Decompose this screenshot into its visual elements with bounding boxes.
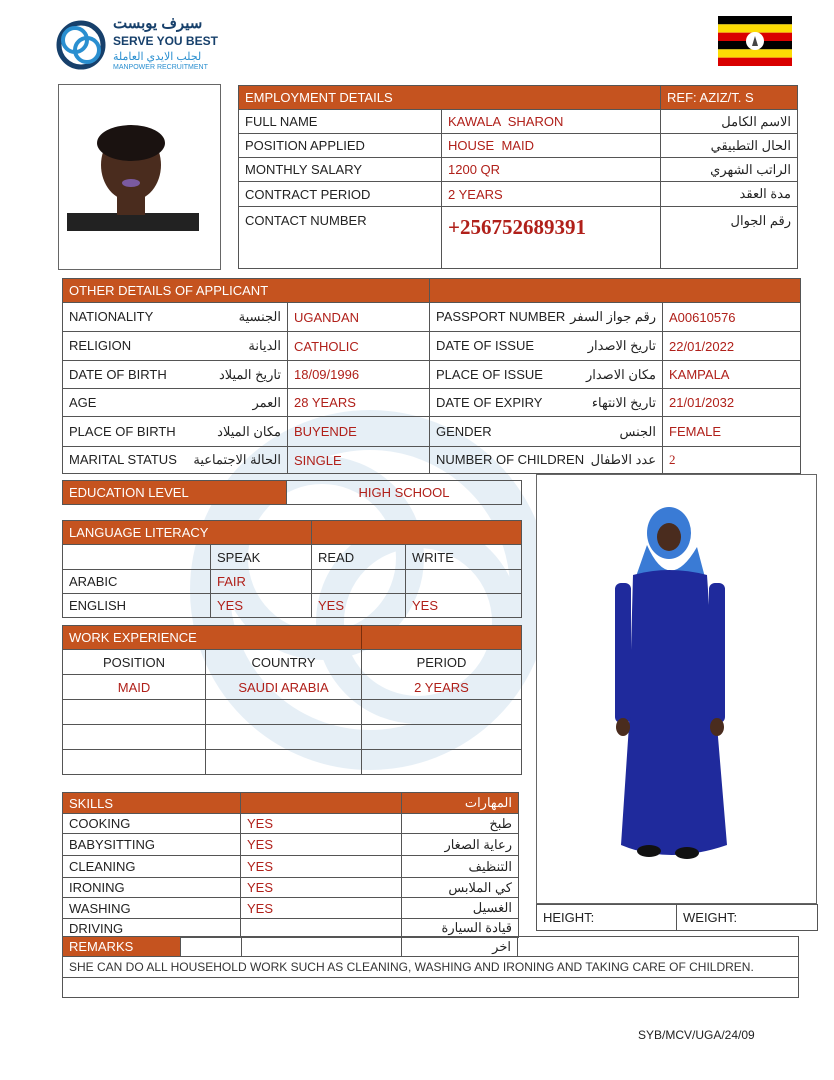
value-position-applied: HOUSE MAID — [442, 134, 661, 158]
education-table — [62, 480, 522, 505]
table-row — [63, 389, 801, 417]
skills-header-ar: المهارات — [402, 793, 519, 814]
label-en: DATE OF BIRTH — [69, 366, 167, 382]
col-country: COUNTRY — [206, 650, 362, 675]
table-row — [63, 594, 522, 618]
remarks-text: SHE CAN DO ALL HOUSEHOLD WORK SUCH AS CLEANING, WASHING AND IRONING AND TAKING CARE OF CHILDREN. — [63, 957, 799, 978]
table-row — [63, 650, 522, 675]
table-row — [63, 898, 519, 919]
remarks-cell-empty — [242, 937, 402, 957]
arabic-monthly-salary: الراتب الشهري — [661, 158, 798, 182]
table-row — [239, 207, 798, 269]
label-marital-status — [63, 447, 288, 474]
language-name: ARABIC — [63, 570, 211, 594]
work-header-empty — [362, 626, 522, 650]
label-ar: عدد الاطفال — [590, 452, 657, 467]
table-row — [239, 134, 798, 158]
label-en: NUMBER OF CHILDREN — [436, 452, 585, 467]
skill-value — [241, 919, 402, 938]
table-row — [63, 332, 801, 361]
other-details-table — [62, 278, 801, 474]
label-ar: الحالة الاجتماعية — [193, 452, 281, 467]
skill-ar: التنظيف — [402, 856, 519, 878]
language-name: ENGLISH — [63, 594, 211, 618]
skill-ar: طبخ — [402, 814, 519, 834]
language-write: YES — [406, 594, 522, 618]
weight-label: WEIGHT: — [677, 905, 818, 931]
arabic-position-applied: الحال التطبيقي — [661, 134, 798, 158]
remarks-table — [62, 936, 799, 998]
employment-ref: REF: AZIZ/T. S — [661, 86, 798, 110]
empty-cell — [206, 750, 362, 775]
table-row — [63, 814, 519, 834]
logo-arabic-sub: لجلب الايدي العاملة — [113, 51, 202, 63]
language-table — [62, 520, 522, 618]
work-country: SAUDI ARABIA — [206, 675, 362, 700]
skill-value: YES — [241, 856, 402, 878]
label-position-applied: POSITION APPLIED — [239, 134, 442, 158]
skills-header: SKILLS — [63, 793, 241, 814]
label-ar: تاريخ الاصدار — [587, 338, 657, 353]
label-ar: تاريخ الميلاد — [218, 366, 281, 382]
empty-cell — [63, 750, 206, 775]
label-gender — [430, 417, 663, 447]
table-row — [239, 182, 798, 207]
applicant-full-body-photo — [536, 474, 817, 904]
label-en: NATIONALITY — [69, 309, 154, 324]
label-ar: مكان الميلاد — [217, 423, 281, 439]
col-speak: SPEAK — [211, 545, 312, 570]
label-en: DATE OF ISSUE — [436, 338, 535, 353]
language-read: YES — [312, 594, 406, 618]
value-nationality: UGANDAN — [288, 303, 430, 332]
value-date-of-expiry: 21/01/2032 — [663, 389, 801, 417]
label-place-of-issue — [430, 361, 663, 389]
table-row — [63, 750, 522, 775]
label-en: DATE OF EXPIRY — [436, 394, 543, 410]
skill-value: YES — [241, 878, 402, 898]
language-col-empty — [63, 545, 211, 570]
col-read: READ — [312, 545, 406, 570]
empty-cell — [362, 700, 522, 725]
label-ar: الجنس — [619, 423, 657, 439]
empty-cell — [362, 750, 522, 775]
skill-name: WASHING — [63, 898, 241, 919]
skill-name: IRONING — [63, 878, 241, 898]
remarks-cell-empty — [181, 937, 242, 957]
skill-value: YES — [241, 898, 402, 919]
applicant-portrait-photo — [58, 84, 221, 270]
skill-ar: كي الملابس — [402, 878, 519, 898]
table-row — [63, 361, 801, 389]
skill-value: YES — [241, 814, 402, 834]
label-full-name: FULL NAME — [239, 110, 442, 134]
document-code: SYB/MCV/UGA/24/09 — [638, 1028, 755, 1042]
empty-cell — [206, 700, 362, 725]
label-en: MARITAL STATUS — [69, 452, 177, 467]
employment-details-table — [238, 85, 798, 269]
table-row — [63, 417, 801, 447]
skill-ar: قيادة السيارة — [402, 919, 519, 938]
skill-ar: الغسيل — [402, 898, 519, 919]
uganda-flag — [718, 16, 792, 66]
table-row — [63, 303, 801, 332]
measurements-table — [536, 904, 818, 931]
table-row — [63, 919, 519, 938]
label-date-of-expiry — [430, 389, 663, 417]
label-number-of-children — [430, 447, 663, 474]
empty-cell — [63, 700, 206, 725]
label-date-of-birth — [63, 361, 288, 389]
empty-cell — [63, 725, 206, 750]
label-age — [63, 389, 288, 417]
language-speak: FAIR — [211, 570, 312, 594]
education-label: EDUCATION LEVEL — [63, 481, 287, 505]
empty-cell — [206, 725, 362, 750]
arabic-full-name: الاسم الكامل — [661, 110, 798, 134]
language-header-empty — [312, 521, 522, 545]
label-en: RELIGION — [69, 338, 132, 353]
label-ar: مكان الاصدار — [585, 366, 657, 382]
education-value: HIGH SCHOOL — [287, 481, 522, 505]
label-contact-number: CONTACT NUMBER — [239, 207, 442, 269]
skill-name: DRIVING — [63, 919, 241, 938]
table-row — [63, 700, 522, 725]
label-monthly-salary: MONTHLY SALARY — [239, 158, 442, 182]
label-en: PLACE OF ISSUE — [436, 366, 543, 382]
table-row — [63, 675, 522, 700]
table-row — [239, 158, 798, 182]
col-position: POSITION — [63, 650, 206, 675]
employment-header: EMPLOYMENT DETAILS — [239, 86, 661, 110]
height-label: HEIGHT: — [537, 905, 677, 931]
value-number-of-children: 2 — [663, 447, 801, 474]
logo-arabic: سيرف يوبست — [113, 15, 203, 32]
arabic-contract-period: مدة العقد — [661, 182, 798, 207]
value-marital-status: SINGLE — [288, 447, 430, 474]
empty-cell — [362, 725, 522, 750]
remarks-empty-row — [63, 978, 799, 998]
value-place-of-issue: KAMPALA — [663, 361, 801, 389]
company-logo — [55, 15, 218, 76]
col-write: WRITE — [406, 545, 522, 570]
label-religion — [63, 332, 288, 361]
table-row — [63, 856, 519, 878]
remarks-cell-empty — [518, 937, 799, 957]
language-header: LANGUAGE LITERACY — [63, 521, 312, 545]
value-passport-number: A00610576 — [663, 303, 801, 332]
label-en: AGE — [69, 394, 97, 410]
skill-name: CLEANING — [63, 856, 241, 878]
language-speak: YES — [211, 594, 312, 618]
value-gender: FEMALE — [663, 417, 801, 447]
label-ar: تاريخ الانتهاء — [591, 394, 657, 410]
value-place-of-birth: BUYENDE — [288, 417, 430, 447]
table-row — [63, 545, 522, 570]
skill-name: COOKING — [63, 814, 241, 834]
value-monthly-salary: 1200 QR — [442, 158, 661, 182]
table-row — [63, 447, 801, 474]
table-row — [63, 725, 522, 750]
value-religion: CATHOLIC — [288, 332, 430, 361]
table-row — [239, 110, 798, 134]
skills-header-mid — [241, 793, 402, 814]
value-date-of-birth: 18/09/1996 — [288, 361, 430, 389]
table-row — [63, 834, 519, 856]
logo-name: SERVE YOU BEST — [113, 34, 218, 48]
col-period: PERIOD — [362, 650, 522, 675]
language-write — [406, 570, 522, 594]
language-read — [312, 570, 406, 594]
value-contact-number: +256752689391 — [442, 207, 661, 269]
work-experience-table — [62, 625, 522, 775]
remarks-header: REMARKS — [63, 937, 181, 957]
value-date-of-issue: 22/01/2022 — [663, 332, 801, 361]
other-details-header-empty — [430, 279, 801, 303]
arabic-contact-number: رقم الجوال — [661, 207, 798, 269]
label-en: GENDER — [436, 423, 492, 439]
work-header: WORK EXPERIENCE — [63, 626, 362, 650]
value-full-name: KAWALA SHARON — [442, 110, 661, 134]
label-ar: العمر — [252, 394, 281, 410]
label-ar: الجنسية — [238, 309, 281, 324]
label-ar: الديانة — [248, 338, 281, 353]
label-en: PASSPORT NUMBER — [436, 309, 566, 324]
work-position: MAID — [63, 675, 206, 700]
label-date-of-issue — [430, 332, 663, 361]
label-place-of-birth — [63, 417, 288, 447]
other-details-header: OTHER DETAILS OF APPLICANT — [63, 279, 430, 303]
label-contract-period: CONTRACT PERIOD — [239, 182, 442, 207]
label-passport-number — [430, 303, 663, 332]
table-row — [63, 878, 519, 898]
logo-sub: MANPOWER RECRUITMENT — [113, 64, 208, 71]
label-ar: رقم جواز السفر — [570, 309, 657, 324]
skill-ar: رعاية الصغار — [402, 834, 519, 856]
skills-table — [62, 792, 519, 938]
table-row — [63, 570, 522, 594]
value-age: 28 YEARS — [288, 389, 430, 417]
value-contract-period: 2 YEARS — [442, 182, 661, 207]
skill-value: YES — [241, 834, 402, 856]
remarks-header-ar: اخر — [402, 937, 518, 957]
skill-name: BABYSITTING — [63, 834, 241, 856]
label-nationality — [63, 303, 288, 332]
label-en: PLACE OF BIRTH — [69, 423, 176, 439]
work-period: 2 YEARS — [362, 675, 522, 700]
logo-knot-icon — [55, 16, 107, 74]
